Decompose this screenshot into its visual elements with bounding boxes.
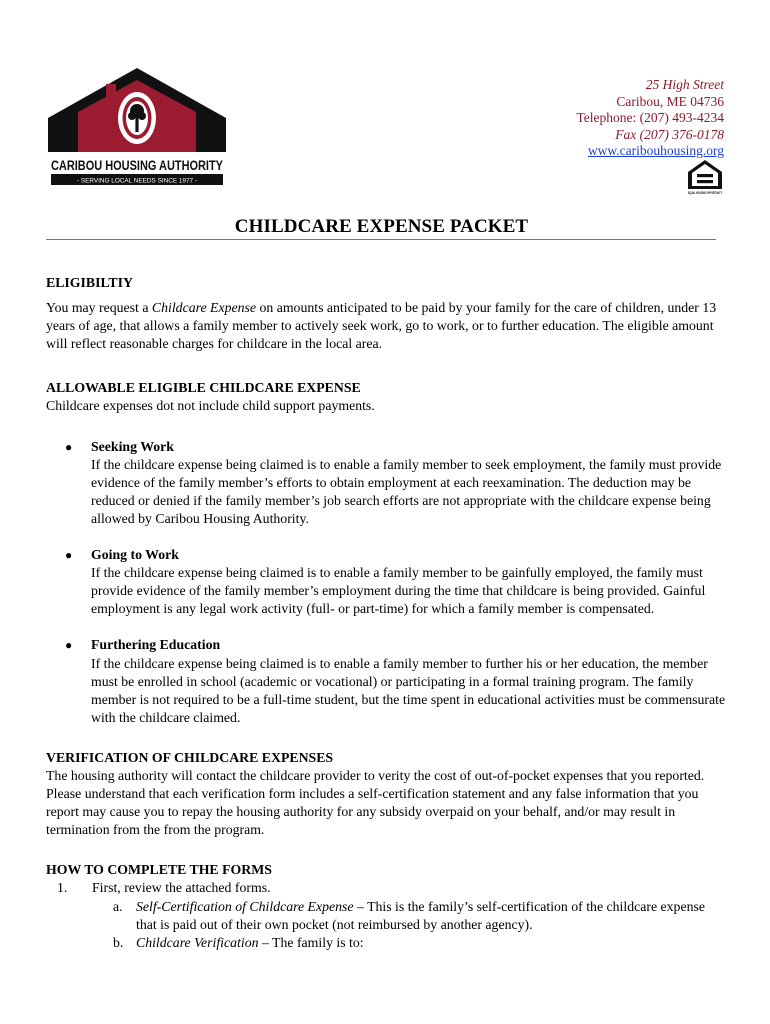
document-body [46,274,726,952]
logo-name: CARIBOU HOUSING AUTHORITY [51,158,224,174]
list-item [46,546,726,618]
eligibility-paragraph: You may request a Childcare Expense on amounts anticipated to be paid by your family for the care of children, under 13 years of age, that allows a family member to actively seek work, go to work, or to further education. The eligible amount will reflect reasonable charges for childcare in the local area. [46,300,717,352]
list-item-text: If the childcare expense being claimed is to enable a family member to further his or her education, the member must be enrolled in school (academic or vocational) or participating in a formal training program. The family member is not required to be a full-time student, but the time spent in educational activities must be commensurate with the childcare claimed. [91,655,726,725]
contact-info [576,77,724,160]
contact-telephone: Telephone: (207) 493-4234 [576,110,724,126]
list-item [46,636,726,726]
contact-fax: Fax (207) 376-0178 [615,126,724,142]
step-1 [46,879,726,897]
logo-tagline: - SERVING LOCAL NEEDS SINCE 1977 - [76,177,198,185]
list-item-text: If the childcare expense being claimed is to enable a family member to be gainfully employed, the family must provide evidence of the family member’s employment during the time that childcare is being provided. Gainful employment is any legal work activity (full- or part-time) for which a family member is compensated. [91,565,706,617]
equal-housing-text: EQUAL HOUSING OPPORTUNITY [688,191,723,195]
how-to-heading: HOW TO COMPLETE THE FORMS [46,862,272,878]
sub-step-letter: b. [113,934,124,950]
eligibility-heading: ELIGIBILTIY [46,275,133,290]
bullet-icon: ● [65,439,73,454]
caribou-housing-authority-logo [48,66,226,190]
list-item [46,438,726,528]
contact-website-link[interactable]: www.caribouhousing.org [587,143,724,159]
sub-step-text: – This is the family’s self-certification of the childcare expense that is paid out of their own pocket (not reimbursed by another agency). [136,898,705,932]
page-title: CHILDCARE EXPENSE PACKET [234,216,529,237]
bullet-icon: ● [65,638,73,653]
sub-step-letter: a. [113,898,123,914]
verification-heading: VERIFICATION OF CHILDCARE EXPENSES [46,749,334,765]
title-divider [46,239,716,240]
bullet-icon: ● [65,548,73,563]
sub-step-form-name: Childcare Verification [136,934,259,950]
list-item-heading: Going to Work [91,547,179,563]
sub-step-text: – The family is to: [258,934,364,950]
contact-street: 25 High Street [645,77,724,92]
equal-housing-icon [687,159,723,199]
step-1b [46,934,726,952]
list-item-heading: Furthering Education [91,637,221,653]
sub-step-form-name: Self-Certification of Childcare Expense [136,898,354,914]
contact-city: Caribou, ME 04736 [616,93,724,109]
allowable-list [46,438,726,727]
allowable-intro: Childcare expenses dot not include child support payments. [46,398,375,414]
allowable-heading: ALLOWABLE ELIGIBLE CHILDCARE EXPENSE [46,380,361,396]
list-item-heading: Seeking Work [91,438,174,454]
step-text: First, review the attached forms. [92,880,271,896]
step-1a [46,898,726,934]
list-item-text: If the childcare expense being claimed is to enable a family member to seek employment, the family must provide evidence of the family member’s efforts to obtain employment at each reexamination. The deduction may be reduced or denied if the family member’s job search efforts are not appropriate with the childcare expense being allowed by Caribou Housing Authority. [91,456,722,526]
verification-paragraph: The housing authority will contact the childcare provider to verity the cost of out-of-pocket expenses that you reported. Please understand that each verification form includes a self-certification statement and any false information that you report may cause you to repay the housing authority for any subsidy overpaid on your behalf, and/or may result in termination from the from the program. [46,767,705,838]
step-number: 1. [57,880,68,896]
